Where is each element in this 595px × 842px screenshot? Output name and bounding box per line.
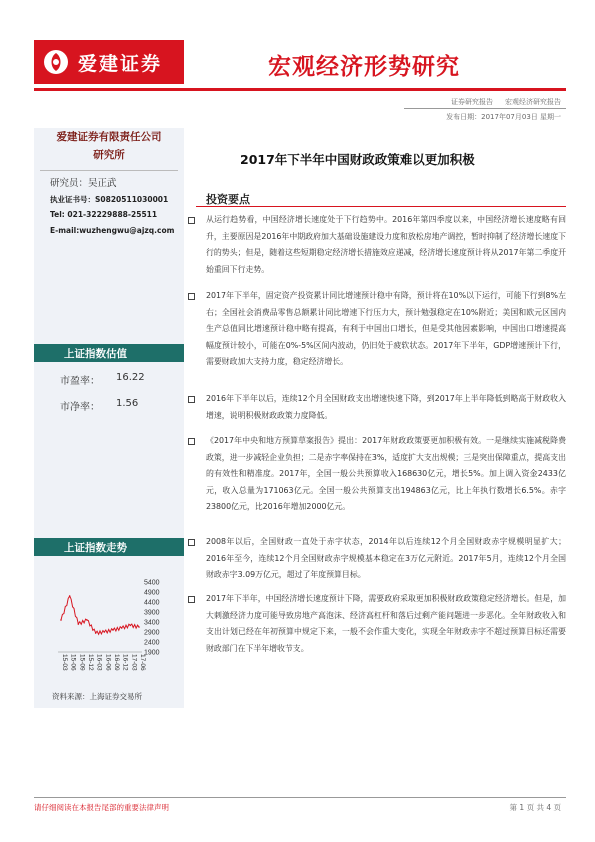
legal-disclaimer: 请仔细阅读在本报告尾部的重要法律声明: [34, 803, 169, 812]
source-value: 上海证券交易所: [89, 692, 142, 701]
x-tick-label: 16-12: [121, 654, 129, 671]
report-category: [439, 97, 561, 107]
y-tick-label: 3900: [144, 609, 160, 617]
analyst-name: 吴正武: [88, 178, 117, 189]
company-line-2: 研究所: [93, 149, 125, 161]
paragraph-1: 从运行趋势看，中国经济增长速度处于下行趋势中。2016年第四季度以来，中国经济增长速度略有回升，主要原因是2016年中期政府加大基础设施建设力度和放松房地产调控，暂时抑制了经济增长速度下行的势头；但是，随着这些短期稳定经济增长措施效应递减，经济增长速度预计将从2017年第二季度开始重回下行走势。: [206, 215, 566, 274]
pe-label: 市盈率：: [60, 376, 100, 387]
company-name: [34, 128, 184, 164]
analyst: [50, 175, 117, 189]
x-tick-label: 17-06: [139, 654, 146, 671]
y-tick-label: 1900: [144, 649, 160, 657]
logo-icon: [42, 48, 70, 76]
bullet-icon: [188, 293, 195, 300]
data-point: [60, 619, 62, 621]
bullet-icon: [188, 596, 195, 603]
logo-text: 爱建证券: [78, 52, 163, 75]
data-point: [104, 631, 106, 633]
x-tick-label: 15-09: [78, 654, 86, 671]
section-divider: [196, 206, 566, 207]
paragraph-2: 2017年下半年，固定资产投资累计同比增速预计稳中有降，预计将在10%以下运行，可能下行到8%左右；全国社会消费品零售总额累计同比增速下行压力大，预计勉强稳定在10%附近；美国和欧元区国内生产总值同比增速预计稳中略有提高，有利于中国出口增长，但是受其他因素影响，中国出口增速提高幅度预计较小，可能在0%-5%区间内波动，仍旧处于疲软状态。2017年下半年，GDP增速预计下行，需要财政加大支持力度，稳定经济增长。: [206, 291, 566, 366]
trend-header: [34, 538, 184, 556]
pb-row: [60, 398, 139, 413]
y-tick-label: 3400: [144, 619, 160, 627]
bullet-icon: [188, 539, 195, 546]
page-number: 第 1 页 共 4 页: [509, 803, 561, 812]
y-tick-label: 2400: [144, 639, 160, 647]
trend-title: 上证指数走势: [64, 542, 127, 554]
main-title: 2017年下半年中国财政政策难以更加积极: [240, 152, 475, 167]
footer-divider: [34, 797, 566, 798]
sidebar-divider: [40, 170, 178, 171]
pb-value: 1.56: [116, 398, 139, 409]
email-link[interactable]: E-mail:wuzhengwu@ajzq.com: [50, 226, 175, 235]
bullet-icon: [188, 438, 195, 445]
y-tick-label: 4900: [144, 589, 160, 597]
paragraph-3: 2016年下半年以后，连续12个月全国财政支出增速快速下降，到2017年上半年降低到略高于财政收入增速，说明积极财政政策力度降低。: [206, 394, 566, 420]
y-tick-label: 2900: [144, 629, 160, 637]
x-tick-label: 17-03: [130, 654, 138, 671]
source-label: 资料来源：: [52, 692, 90, 701]
pb-label: 市净率：: [60, 402, 100, 413]
x-tick-label: 15-12: [87, 654, 94, 671]
cert-number: 执业证书号：S0820511030001: [50, 195, 169, 204]
page-header: [0, 0, 595, 121]
bullet-icon: [188, 217, 195, 224]
pe-row: [60, 372, 145, 387]
data-point: [69, 595, 71, 597]
data-point: [138, 626, 140, 628]
valuation-header: [34, 344, 184, 362]
section-title: 投资要点: [206, 193, 250, 206]
header-divider: [34, 88, 566, 91]
data-point: [112, 629, 114, 631]
data-source: [52, 691, 142, 702]
series-line: [61, 596, 139, 634]
paragraph-5: 2008年以后，全国财政一直处于赤字状态，2014年以后连续12个月全国财政赤字规模明显扩大；2016年至今，连续12个月全国财政赤字规模基本稳定在3万亿元附近。2017年5月，连续12个月全国财政赤字3.09万亿元，超过了年度预算目标。: [206, 537, 566, 579]
subcategory-label: 宏观经济研究报告: [505, 98, 561, 106]
report-title: 宏观经济形势研究: [268, 54, 460, 80]
x-tick-label: 16-03: [95, 654, 103, 671]
data-point: [86, 619, 88, 621]
publish-date: 发布日期：2017年07月03日 星期一: [446, 113, 561, 121]
x-tick-label: 15-03: [61, 654, 68, 671]
y-tick-label: 5400: [144, 579, 160, 587]
paragraph-4: 《2017年中央和地方预算草案报告》提出：2017年财政政策要更加积极有效。一是继续实施减税降费政策，进一步减轻企业负担；二是赤字率保持在3%，适度扩大支出规模；三是突出保障重点，提高支出的有效性和精准度。2017年，全国一般公共预算收入168630亿元，增长5%。加上调入资金2433亿元，收入总量为171063亿元。全国一般公共预算支出194863亿元，比上年执行数增长6.5%。赤字23800亿元，比2016年增加2000亿元。: [206, 436, 566, 511]
data-point: [121, 627, 123, 629]
paragraph-6: 2017年下半年，中国经济增长速度预计下降，需要政府采取更加积极财政政策稳定经济增长。但是，加大刺激经济力度可能导致房地产高泡沫、经济高杠杆和落后过剩产能问题进一步恶化。全年财政收入和支出计划已经在年初预算中规定下来，一般不会作重大变化，实现全年财政赤字不超过预算目标还需要财政部门在下半年增收节支。: [206, 594, 566, 653]
valuation-title: 上证指数估值: [64, 348, 127, 360]
index-trend-chart: [58, 570, 174, 682]
company-line-1: 爱建证券有限责任公司: [56, 131, 162, 143]
category-label: 证券研究报告: [451, 98, 493, 106]
y-tick-label: 4400: [144, 599, 160, 607]
x-tick-label: 16-09: [113, 654, 120, 671]
meta-divider: [404, 108, 566, 109]
data-point: [95, 632, 97, 634]
analyst-label: 研究员：: [50, 178, 89, 189]
x-tick-label: 15-06: [69, 654, 77, 671]
brand-logo: [34, 40, 184, 84]
data-point: [130, 625, 132, 627]
data-point: [78, 623, 80, 625]
pe-value: 16.22: [116, 372, 145, 383]
bullet-icon: [188, 396, 195, 403]
x-tick-label: 16-06: [104, 654, 112, 671]
phone: Tel: 021-32229888-25511: [50, 210, 158, 219]
